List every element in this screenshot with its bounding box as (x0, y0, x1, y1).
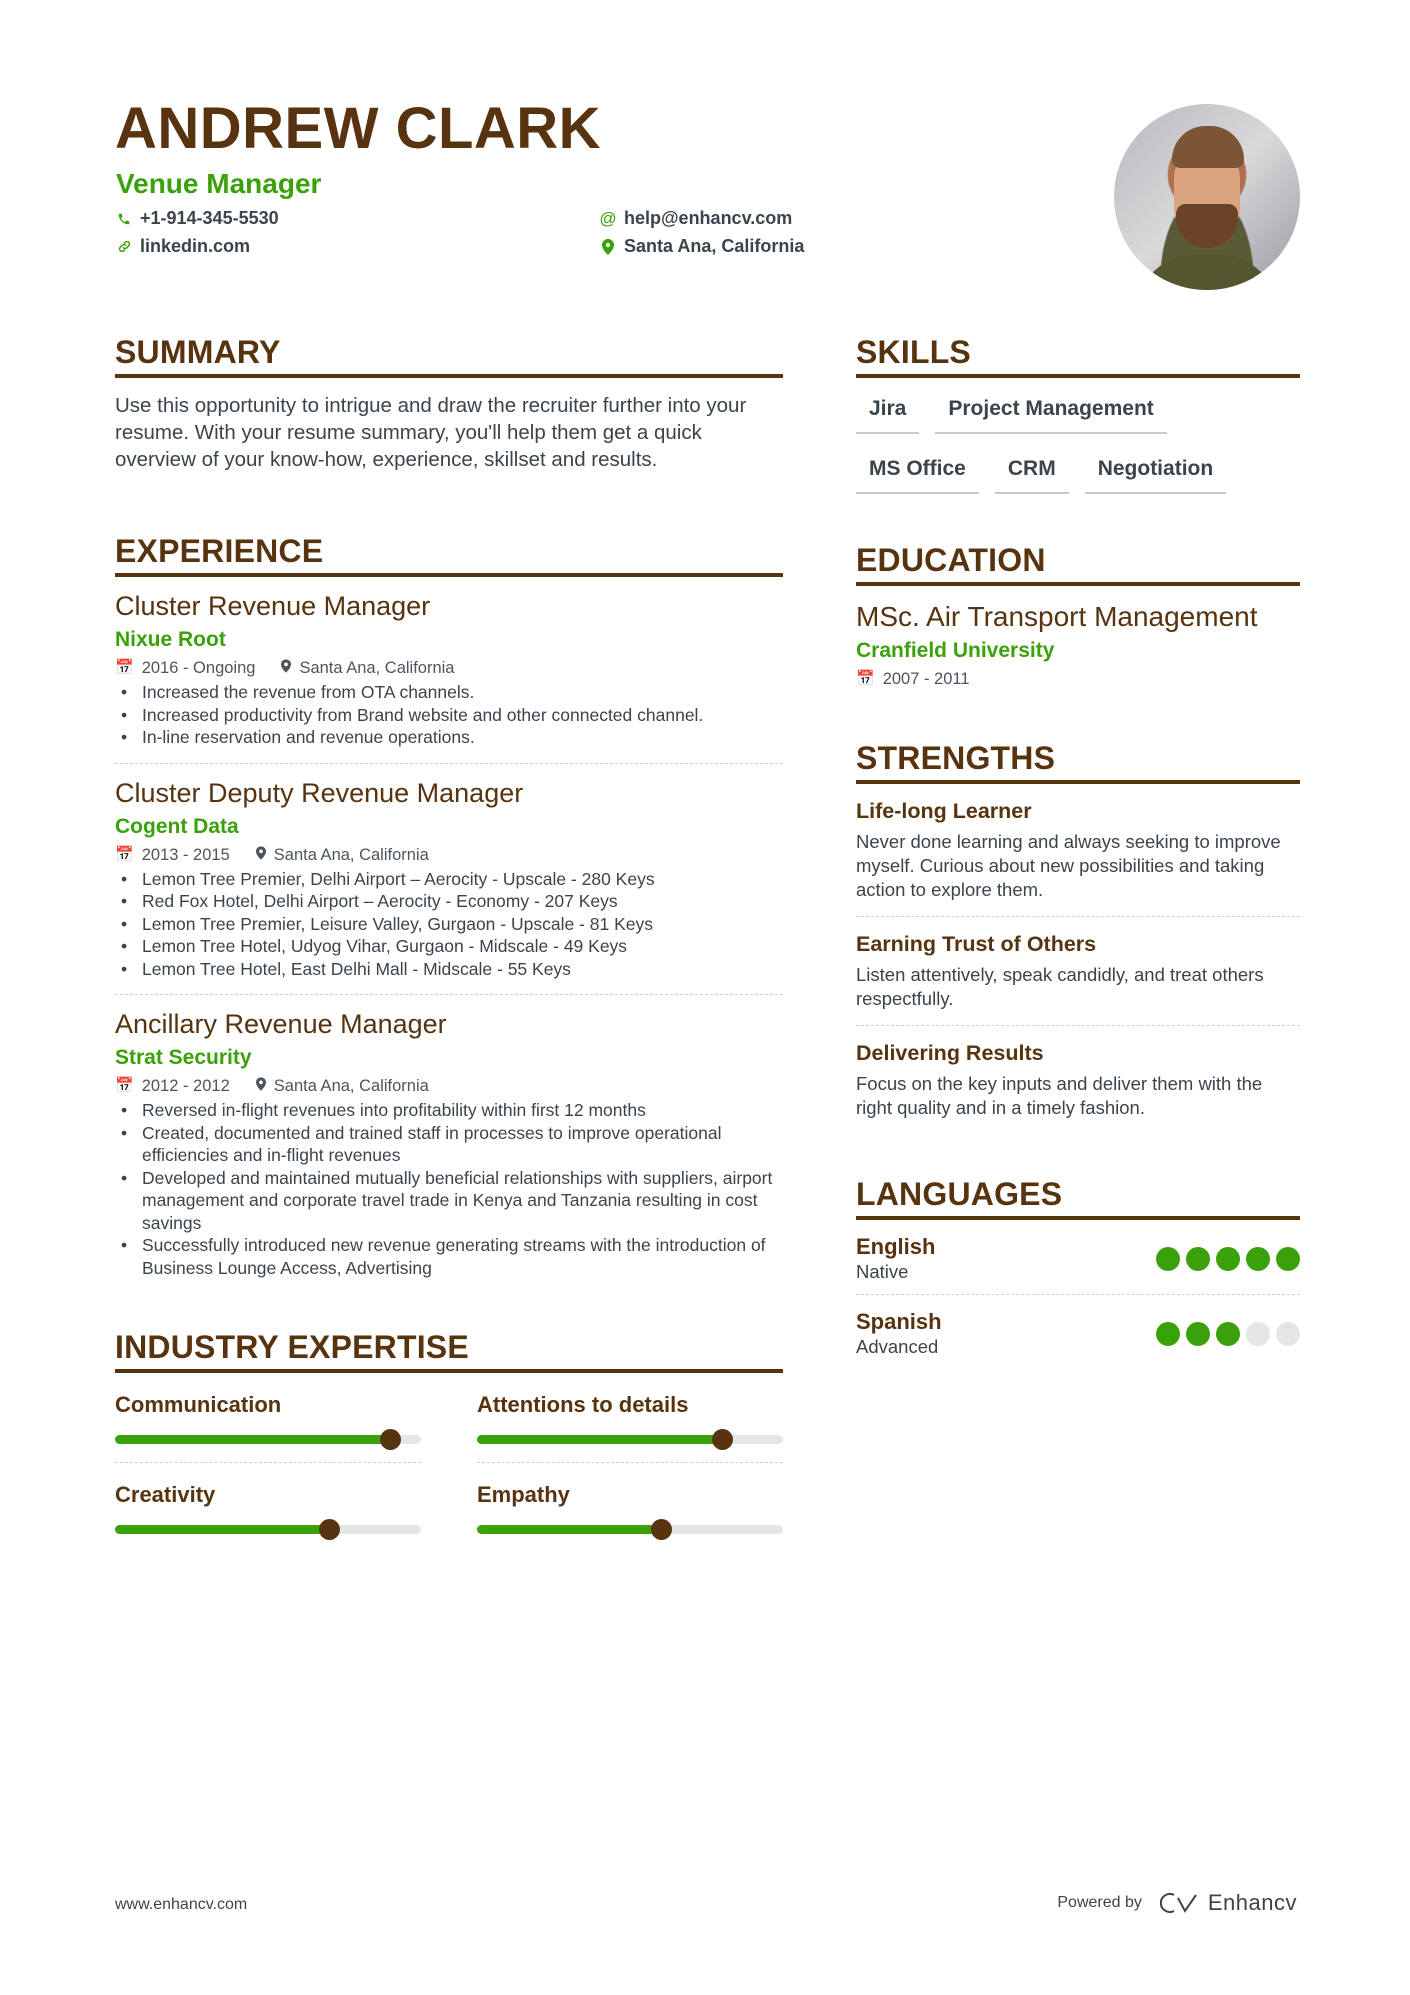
skill-tag: Jira (856, 396, 919, 434)
skill-tag: MS Office (856, 456, 979, 494)
contact-phone[interactable] (116, 208, 279, 229)
skill-tag: Negotiation (1085, 456, 1227, 494)
job-bullets (115, 868, 783, 981)
job-company: Nixue Root (115, 628, 226, 651)
expertise-item (477, 1463, 783, 1552)
education-degree: MSc. Air Transport Management (856, 601, 1258, 632)
language-name: English (856, 1234, 936, 1259)
enhancv-logo[interactable] (1160, 1890, 1297, 1916)
skills-list (856, 396, 1300, 494)
strength-desc: Listen attentively, speak candidly, and treat others respectfully. (856, 964, 1264, 1009)
expertise-bar (477, 1435, 783, 1444)
rating-dot (1156, 1247, 1180, 1271)
bullet: • Created, documented and trained staff in processes to improve operational efficiencies and in-flight revenues (115, 1122, 783, 1167)
strength-item (856, 1026, 1300, 1134)
slider-knob (380, 1429, 401, 1450)
bullet: • Increased the revenue from OTA channels. (115, 681, 783, 704)
strength-item (856, 784, 1300, 917)
experience-item (115, 995, 783, 1293)
calendar-icon: 📅 (856, 670, 875, 687)
experience-section (115, 535, 783, 1293)
education-meta (856, 668, 1300, 690)
slider-knob (712, 1429, 733, 1450)
language-rating (1156, 1322, 1300, 1346)
job-location: Santa Ana, California (273, 845, 429, 864)
powered-by-label: Powered by (1057, 1894, 1142, 1911)
rating-dot (1186, 1322, 1210, 1346)
job-role: Ancillary Revenue Manager (115, 1009, 447, 1039)
section-heading: EXPERIENCE (115, 535, 783, 577)
expertise-bar (115, 1525, 421, 1534)
language-item (856, 1220, 1300, 1295)
rating-dot (1246, 1247, 1270, 1271)
job-meta (115, 657, 783, 679)
rating-dot (1246, 1322, 1270, 1346)
expertise-label: Attentions to details (477, 1392, 689, 1417)
strength-title: Delivering Results (856, 1041, 1044, 1065)
job-location: Santa Ana, California (273, 1077, 429, 1095)
strength-item (856, 917, 1300, 1026)
slider-knob (651, 1519, 672, 1540)
rating-dot (1216, 1322, 1240, 1346)
experience-item (115, 764, 783, 996)
contact-location (600, 236, 804, 257)
job-meta (115, 1075, 783, 1097)
job-dates: 2013 - 2015 (141, 845, 230, 864)
job-role: Cluster Deputy Revenue Manager (115, 777, 524, 808)
language-name: Spanish (856, 1309, 942, 1334)
summary-section (115, 336, 783, 473)
language-level: Advanced (856, 1336, 939, 1357)
strength-title: Life-long Learner (856, 799, 1032, 823)
bullet: • Lemon Tree Premier, Leisure Valley, Gurgaon - Upscale - 81 Keys (115, 913, 783, 936)
language-level: Native (856, 1261, 909, 1282)
strength-title: Earning Trust of Others (856, 932, 1097, 956)
job-company: Cogent Data (115, 814, 239, 838)
expertise-section (115, 1331, 783, 1552)
footer-website[interactable]: www.enhancv.com (115, 1896, 248, 1913)
bullet: • Developed and maintained mutually beneficial relationships with suppliers, airport management and corporate travel trade in Kenya and Tanzania resulting in cost savings (115, 1167, 783, 1235)
map-pin-icon (256, 1075, 266, 1097)
section-heading: SKILLS (856, 336, 1300, 378)
rating-dot (1216, 1247, 1240, 1271)
skill-tag: Project Management (935, 396, 1166, 434)
brand-name: Enhancv (1207, 1890, 1297, 1915)
bullet: • Red Fox Hotel, Delhi Airport – Aerocity - Economy - 207 Keys (115, 890, 783, 913)
bullet: • Lemon Tree Premier, Delhi Airport – Aerocity - Upscale - 280 Keys (115, 868, 783, 891)
map-pin-icon (281, 657, 291, 679)
contact-linkedin[interactable] (116, 236, 250, 257)
section-heading: INDUSTRY EXPERTISE (115, 1331, 783, 1373)
language-item (856, 1295, 1300, 1369)
education-section (856, 544, 1300, 690)
skill-tag: CRM (995, 456, 1069, 494)
expertise-bar (477, 1525, 783, 1534)
strengths-section (856, 742, 1300, 1134)
job-company: Strat Security (115, 1046, 252, 1069)
job-dates: 2012 - 2012 (141, 1077, 230, 1095)
job-location: Santa Ana, California (299, 659, 455, 677)
left-column (115, 336, 783, 1552)
expertise-bar (115, 1435, 421, 1444)
map-pin-icon (600, 239, 616, 255)
section-heading: EDUCATION (856, 544, 1300, 586)
job-role: Cluster Revenue Manager (115, 591, 431, 621)
linkedin-text: linkedin.com (140, 236, 251, 256)
bullet: • Lemon Tree Hotel, East Delhi Mall - Midscale - 55 Keys (115, 958, 783, 981)
phone-text: +1-914-345-5530 (140, 208, 279, 228)
job-bullets (115, 681, 783, 749)
experience-item (115, 577, 783, 764)
slider-knob (319, 1519, 340, 1540)
education-school: Cranfield University (856, 639, 1055, 662)
expertise-label: Creativity (115, 1482, 216, 1507)
calendar-icon: 📅 (115, 1077, 134, 1094)
contact-email[interactable] (600, 208, 792, 229)
strength-desc: Focus on the key inputs and deliver them with the right quality and in a timely fashion. (856, 1073, 1263, 1118)
enhancv-logo-icon (1160, 1892, 1200, 1914)
calendar-icon: 📅 (115, 659, 134, 676)
bullet: • Lemon Tree Hotel, Udyog Vihar, Gurgaon - Midscale - 49 Keys (115, 935, 783, 958)
bullet: • Increased productivity from Brand website and other connected channel. (115, 704, 783, 727)
job-dates: 2016 - Ongoing (141, 659, 256, 677)
calendar-icon: 📅 (115, 845, 134, 863)
expertise-label: Empathy (477, 1482, 570, 1507)
footer-branding (1057, 1890, 1297, 1916)
rating-dot (1186, 1247, 1210, 1271)
expertise-item (115, 1383, 421, 1463)
candidate-title: Venue Manager (116, 168, 322, 199)
section-heading: LANGUAGES (856, 1178, 1300, 1220)
bullet: • In-line reservation and revenue operations. (115, 726, 783, 749)
language-rating (1156, 1247, 1300, 1271)
bullet: • Successfully introduced new revenue generating streams with the introduction of Business Lounge Access, Advertising (115, 1234, 783, 1279)
job-bullets (115, 1099, 783, 1279)
summary-text: Use this opportunity to intrigue and draw the recruiter further into your resume. With your resume summary, you'll help them get a quick overview of your know-how, experience, skillset and results. (115, 394, 747, 471)
link-icon (116, 239, 132, 254)
at-icon: @ (599, 208, 617, 228)
rating-dot (1156, 1322, 1180, 1346)
profile-photo (1114, 104, 1300, 290)
expertise-item (477, 1383, 783, 1463)
education-dates: 2007 - 2011 (882, 670, 970, 688)
map-pin-icon (256, 844, 266, 866)
rating-dot (1276, 1247, 1300, 1271)
section-heading: STRENGTHS (856, 742, 1300, 784)
rating-dot (1276, 1322, 1300, 1346)
expertise-label: Communication (115, 1392, 282, 1417)
email-text: help@enhancv.com (624, 208, 793, 228)
candidate-name: ANDREW CLARK (115, 96, 602, 161)
strength-desc: Never done learning and always seeking to improve myself. Curious about new possibilities and taking action to explore them. (856, 831, 1281, 900)
job-meta (115, 844, 783, 866)
bullet: • Reversed in-flight revenues into profitability within first 12 months (115, 1099, 783, 1122)
skills-section (856, 336, 1300, 494)
phone-icon (116, 212, 132, 226)
section-heading: SUMMARY (115, 336, 783, 378)
location-text: Santa Ana, California (624, 236, 805, 256)
expertise-item (115, 1463, 421, 1552)
right-column (856, 336, 1300, 1369)
languages-section (856, 1178, 1300, 1369)
